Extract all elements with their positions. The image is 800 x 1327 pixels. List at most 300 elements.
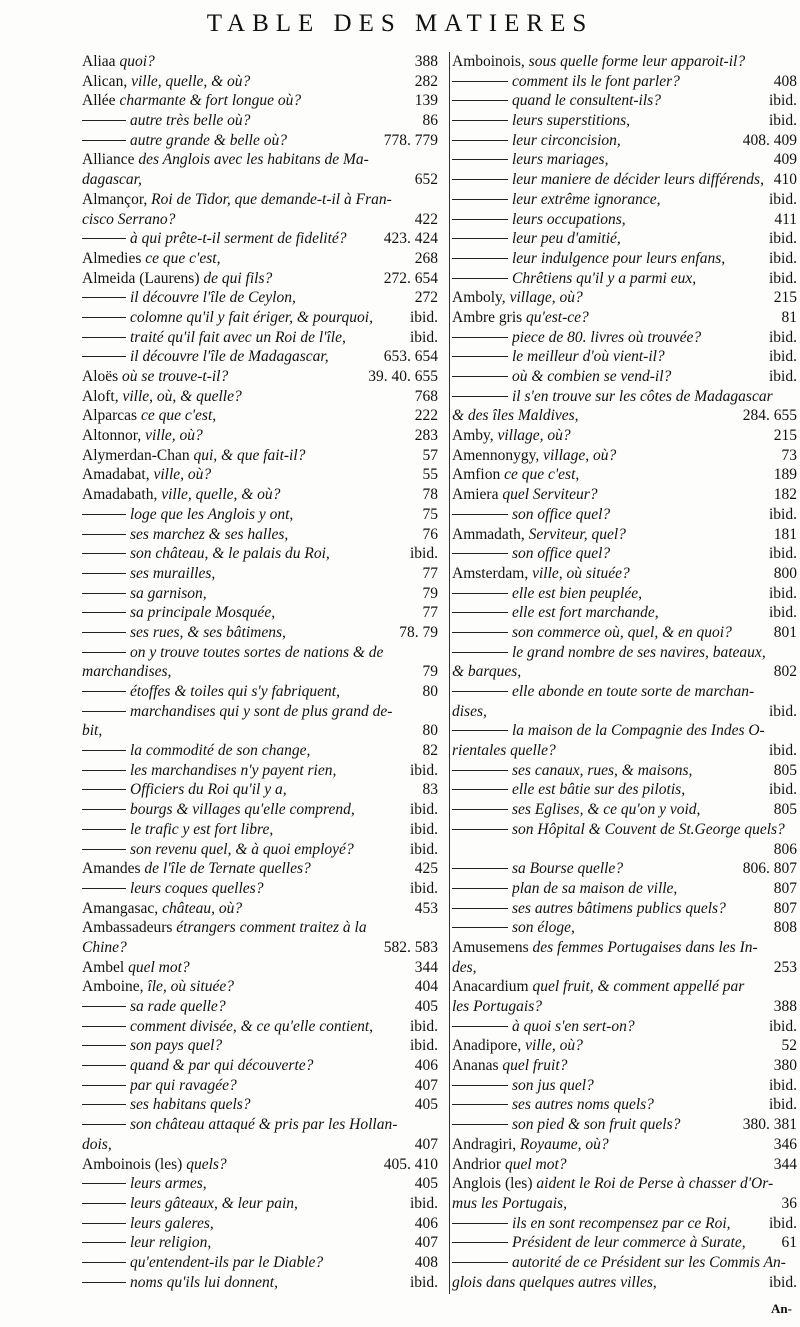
index-entry <box>82 1017 438 1037</box>
index-entry <box>82 958 438 978</box>
entry-text <box>130 997 409 1017</box>
entry-heading: Anadipore, <box>452 1037 522 1055</box>
index-entry <box>452 1253 797 1273</box>
index-entry <box>82 603 438 623</box>
entry-description: sa Bourse quelle? <box>512 860 624 878</box>
page-reference: 75 <box>422 505 438 523</box>
catchword: An- <box>771 1301 792 1316</box>
entry-text <box>452 977 791 997</box>
page-reference: 346 <box>773 1135 797 1153</box>
entry-text <box>512 918 768 938</box>
ditto-dash <box>452 238 508 239</box>
ditto-dash <box>452 179 508 180</box>
index-entry <box>452 210 797 230</box>
entry-description: elle est bâtie sur des pilotis, <box>512 781 686 799</box>
entry-description: aident le Roi de Perse à chasser d'Or- <box>536 1175 774 1193</box>
entry-description: le grand nombre de ses navires, bateaux, <box>512 643 766 661</box>
index-entry <box>452 800 797 820</box>
index-entry <box>452 446 797 466</box>
entry-description: des femmes Portugaises dans les In- <box>532 938 758 956</box>
index-entry <box>452 780 797 800</box>
entry-heading: Aliaa <box>82 53 116 70</box>
entry-description: son jus quel? <box>512 1076 594 1094</box>
entry-text <box>130 1076 409 1096</box>
entry-heading: Anacardium <box>452 978 529 996</box>
entry-text <box>130 643 432 663</box>
entry-description: les marchandises n'y payent rien, <box>130 761 337 779</box>
entry-description: ses autres noms quels? <box>512 1096 654 1114</box>
entry-description: ville, quelle, & où? <box>161 486 281 504</box>
index-entry <box>452 564 797 584</box>
entry-heading: Altonnor, <box>82 427 142 445</box>
entry-description: leurs armes, <box>130 1175 207 1193</box>
page-reference: 652 <box>414 171 438 189</box>
entry-heading: Amboinois (les) <box>82 1155 183 1173</box>
index-entry <box>82 131 438 151</box>
index-entry <box>82 840 438 860</box>
entry-text <box>130 328 404 348</box>
page-reference: ibid. <box>410 328 438 346</box>
entry-description: il découvre l'île de Madagascar, <box>130 348 329 366</box>
entry-description: quel fruit? <box>502 1057 568 1075</box>
entry-description: sa principale Mosquée, <box>130 604 276 622</box>
entry-description: marchandises qui y sont de plus grand de- <box>130 702 393 720</box>
entry-description: ses autres bâtimens publics quels? <box>512 899 726 917</box>
ditto-dash <box>452 868 508 869</box>
entry-description: leurs coques quelles? <box>130 879 264 897</box>
index-entry <box>82 584 438 604</box>
index-entry <box>82 170 438 190</box>
index-entry <box>452 544 797 564</box>
page-reference: 653. 654 <box>383 348 438 366</box>
entry-text <box>512 1076 763 1096</box>
index-entry <box>82 918 438 938</box>
index-entry <box>82 662 438 682</box>
page-reference: ibid. <box>410 545 438 563</box>
entry-text <box>130 111 417 131</box>
index-entry <box>452 958 797 978</box>
ditto-dash <box>452 120 508 121</box>
index-entry <box>452 1233 797 1253</box>
ditto-dash <box>452 1104 508 1105</box>
entry-description: ce que c'est, <box>140 407 217 425</box>
entry-text <box>130 131 378 151</box>
entry-description: ses murailles, <box>130 564 216 582</box>
entry-text <box>512 210 768 230</box>
index-entry <box>452 229 797 249</box>
entry-description: son commerce où, quel, & en quoi? <box>512 623 732 641</box>
entry-text <box>130 1095 409 1115</box>
entry-text <box>82 859 409 879</box>
index-entry <box>452 741 797 761</box>
index-entry <box>82 879 438 899</box>
index-entry <box>452 406 797 426</box>
entry-description: quand le consultent-ils? <box>512 92 661 110</box>
page-reference: 768 <box>414 387 438 405</box>
entry-text <box>512 328 763 348</box>
entry-text <box>82 249 409 269</box>
page-reference: 405 <box>414 998 438 1015</box>
entry-description: où se trouve-t-il? <box>122 368 229 385</box>
entry-description: quel Serviteur? <box>502 486 598 504</box>
entry-description: comment ils le font parler? <box>512 72 680 90</box>
entry-heading: Ambre gris <box>452 308 523 326</box>
ditto-dash <box>452 199 508 200</box>
entry-heading: Amsterdam, <box>452 564 529 582</box>
entry-text <box>130 1253 409 1273</box>
entry-text <box>82 170 409 190</box>
entry-text <box>82 387 409 407</box>
index-entry <box>452 328 797 348</box>
entry-description: quoi? <box>119 53 155 70</box>
entry-text <box>512 1017 763 1037</box>
entry-description: il découvre l'île de Ceylon, <box>130 289 296 307</box>
ditto-dash <box>82 1262 126 1263</box>
entry-text <box>130 1056 409 1076</box>
index-entry <box>452 1056 797 1076</box>
page-reference: 86 <box>422 112 438 130</box>
entry-description: où & combien se vend-il? <box>512 368 672 385</box>
ditto-dash <box>82 652 126 653</box>
ditto-dash <box>452 829 508 830</box>
entry-text <box>512 269 763 289</box>
entry-description: étoffes & toiles qui s'y fabriquent, <box>130 683 340 700</box>
entry-description: ses Eglises, & ce qu'on y void, <box>512 801 701 819</box>
index-entry <box>452 623 797 643</box>
ditto-dash <box>452 789 508 790</box>
index-entry <box>452 269 797 289</box>
page-reference: 39. 40. 655 <box>368 368 438 385</box>
page-reference: 807 <box>773 899 797 917</box>
entry-text <box>82 150 432 170</box>
entry-description: ce que c'est, <box>145 249 221 267</box>
entry-description: charmante & fort longue où? <box>119 92 302 110</box>
page-reference: 215 <box>773 289 797 307</box>
entry-description: cisco Serrano? <box>82 210 176 228</box>
page-reference: ibid. <box>410 1273 438 1291</box>
entry-description: Officiers du Roi qu'il y a, <box>130 781 287 799</box>
entry-description: autre grande & belle où? <box>130 131 287 149</box>
entry-description: comment divisée, & ce qu'elle contient, <box>130 1017 374 1035</box>
entry-text <box>130 1273 404 1293</box>
entry-text <box>130 1194 404 1214</box>
entry-text <box>130 229 378 249</box>
page-reference: 344 <box>773 1155 797 1173</box>
entry-text <box>130 544 404 564</box>
index-entry <box>452 505 797 525</box>
ditto-dash <box>452 1242 508 1243</box>
entry-description: loge que les Anglois y ont, <box>130 505 294 523</box>
ditto-dash <box>82 238 126 239</box>
index-entry <box>452 899 797 919</box>
page-reference: 408. 409 <box>742 131 797 149</box>
index-entry <box>82 288 438 308</box>
page-reference: ibid. <box>769 1096 797 1114</box>
entry-heading: Amboly, <box>452 289 506 307</box>
entry-description: des, <box>452 958 477 976</box>
entry-description: noms qu'ils lui donnent, <box>130 1273 278 1291</box>
ditto-dash <box>82 1104 126 1105</box>
page-reference: 405 <box>414 1096 438 1114</box>
ditto-dash <box>82 888 126 889</box>
entry-heading: Amangasac, <box>82 899 159 917</box>
page-reference: 453 <box>414 899 438 917</box>
entry-heading: Almeida (Laurens) <box>82 269 200 287</box>
entry-text <box>82 977 409 997</box>
entry-description: Roi de Tidor, que demande-t-il à Fran- <box>151 190 392 208</box>
page-reference: 78 <box>422 486 438 504</box>
page-reference: ibid. <box>769 1076 797 1094</box>
entry-text <box>82 190 432 210</box>
page-reference: 406 <box>414 1057 438 1075</box>
index-entry <box>452 662 797 682</box>
index-entry <box>82 997 438 1017</box>
entry-text <box>512 800 768 820</box>
entry-description: ses rues, & ses bâtimens, <box>130 623 286 641</box>
entry-description: elle abonde en toute sorte de marchan- <box>512 683 755 700</box>
ditto-dash <box>452 1262 508 1263</box>
entry-description: son pays quel? <box>130 1037 223 1055</box>
entry-text <box>512 170 768 190</box>
ditto-dash <box>82 612 126 613</box>
page-reference: 79 <box>422 663 438 681</box>
entry-description: quels? <box>186 1155 227 1173</box>
entry-description: son pied & son fruit quels? <box>512 1116 681 1134</box>
entry-description: Président de leur commerce à Surate, <box>512 1234 746 1252</box>
page-reference: 388 <box>414 53 438 70</box>
entry-description: qu'entendent-ils par le Diable? <box>130 1253 324 1271</box>
ditto-dash <box>82 1203 126 1204</box>
index-entry <box>82 1115 438 1135</box>
page-reference: 778. 779 <box>383 131 438 149</box>
index-entry <box>452 721 797 741</box>
entry-description: ville, où? <box>525 1037 583 1055</box>
index-entry <box>82 91 438 111</box>
entry-text <box>512 682 791 702</box>
index-entry <box>452 1155 797 1175</box>
entry-text <box>512 544 763 564</box>
ditto-dash <box>452 1124 508 1125</box>
entry-description: leur circoncision, <box>512 131 621 149</box>
page-reference: 61 <box>781 1234 797 1252</box>
entry-description: de qui fils? <box>203 269 273 287</box>
entry-description: son éloge, <box>512 919 575 937</box>
page-reference: ibid. <box>769 781 797 799</box>
entry-text <box>130 308 404 328</box>
entry-description: étrangers comment traitez à la <box>176 919 367 937</box>
entry-text <box>452 52 791 72</box>
page-reference: 380 <box>773 1057 797 1075</box>
entry-text <box>130 1174 409 1194</box>
entry-description: dois, <box>82 1135 112 1153</box>
index-entry <box>452 288 797 308</box>
page-reference: 408 <box>414 1253 438 1271</box>
index-entry <box>452 308 797 328</box>
ditto-dash <box>82 1006 126 1007</box>
ditto-dash <box>452 140 508 141</box>
ditto-dash <box>82 140 126 141</box>
entry-description: le meilleur d'où vient-il? <box>512 348 665 366</box>
page-title: TABLE DES MATIERES <box>206 10 594 37</box>
index-entry <box>82 387 438 407</box>
page-reference: 36 <box>781 1194 797 1212</box>
entry-text <box>452 1056 768 1076</box>
index-entry <box>82 977 438 997</box>
entry-text <box>82 918 432 938</box>
entry-heading: Alparcas <box>82 407 138 425</box>
index-entry <box>82 820 438 840</box>
index-entry <box>82 1076 438 1096</box>
index-entry <box>82 229 438 249</box>
entry-text <box>512 367 763 387</box>
entry-heading: Allée <box>82 92 116 110</box>
page-reference: 404 <box>414 978 438 996</box>
ditto-dash <box>452 691 508 692</box>
entry-description: leurs mariages, <box>512 151 609 169</box>
page-reference: ibid. <box>769 604 797 622</box>
index-entry <box>452 1194 797 1214</box>
page-reference: 425 <box>414 860 438 878</box>
entry-heading: Amadabath, <box>82 486 158 504</box>
entry-heading: Amusemens <box>452 938 529 956</box>
index-entry <box>82 1194 438 1214</box>
entry-description: piece de 80. livres où trouvée? <box>512 328 702 346</box>
entry-text <box>130 761 404 781</box>
entry-heading: Andragiri, <box>452 1135 517 1153</box>
index-entry <box>452 1115 797 1135</box>
page-reference: 272 <box>414 289 438 307</box>
page-reference: 77 <box>422 604 438 622</box>
index-entry <box>82 249 438 269</box>
index-entry <box>82 446 438 466</box>
entry-text <box>452 1194 776 1214</box>
ditto-dash <box>452 908 508 909</box>
ditto-dash <box>82 337 126 338</box>
page-reference: 407 <box>414 1076 438 1094</box>
entry-description: leur indulgence pour leurs enfans, <box>512 249 726 267</box>
entry-text <box>82 91 409 111</box>
entry-text <box>82 938 378 958</box>
ditto-dash <box>452 1085 508 1086</box>
entry-text <box>130 347 378 367</box>
page-reference: ibid. <box>769 702 797 720</box>
index-entry <box>452 997 797 1017</box>
page-reference: 272. 654 <box>383 269 438 287</box>
entry-description: ce que c'est, <box>504 466 580 484</box>
column-divider <box>449 52 450 1294</box>
entry-text <box>452 1155 768 1175</box>
entry-heading: Almançor, <box>82 190 148 208</box>
entry-description: ses habitans quels? <box>130 1096 251 1114</box>
page-reference: 139 <box>414 92 438 110</box>
entry-text <box>512 229 763 249</box>
page-reference: ibid. <box>769 190 797 208</box>
page-reference: 805 <box>773 761 797 779</box>
entry-description: île, où située? <box>147 978 234 996</box>
index-entry <box>452 387 797 407</box>
entry-text <box>512 131 737 151</box>
ditto-dash <box>452 612 508 613</box>
entry-text <box>130 564 417 584</box>
index-entry <box>452 525 797 545</box>
page-reference: 405 <box>414 1175 438 1193</box>
ditto-dash <box>452 809 508 810</box>
entry-description: traité qu'il fait avec un Roi de l'île, <box>130 328 346 346</box>
page-reference: 808 <box>773 919 797 937</box>
page-reference: 407 <box>414 1234 438 1252</box>
index-entry <box>82 111 438 131</box>
entry-description: son revenu quel, & à quoi employé? <box>130 840 354 858</box>
index-entry <box>82 1095 438 1115</box>
entry-heading: Amandes <box>82 860 141 878</box>
index-entry <box>82 1214 438 1234</box>
ditto-dash <box>82 1242 126 1243</box>
index-entry <box>452 111 797 131</box>
entry-text <box>130 1017 404 1037</box>
index-entry <box>452 170 797 190</box>
index-entry <box>82 761 438 781</box>
entry-text <box>452 288 768 308</box>
index-entry <box>452 879 797 899</box>
entry-description: son office quel? <box>512 505 611 523</box>
page-reference: ibid. <box>769 112 797 130</box>
entry-description: sa rade quelle? <box>130 998 226 1015</box>
entry-text <box>452 1273 763 1293</box>
entry-heading: Ananas <box>452 1057 499 1075</box>
entry-heading: Aloft, <box>82 387 119 405</box>
entry-text <box>452 308 776 328</box>
page-reference: ibid. <box>410 840 438 858</box>
index-entry <box>452 918 797 938</box>
index-entry <box>452 1095 797 1115</box>
page-reference: ibid. <box>769 1214 797 1232</box>
index-entry <box>452 761 797 781</box>
entry-heading: Almedies <box>82 249 142 267</box>
entry-text <box>452 1174 791 1194</box>
index-entry <box>82 1155 438 1175</box>
entry-description: autorité de ce Président sur les Commis An- <box>512 1253 786 1271</box>
entry-description: dagascar, <box>82 171 142 189</box>
index-entry <box>82 741 438 761</box>
entry-text <box>452 465 768 485</box>
entry-text <box>130 800 404 820</box>
entry-text <box>512 721 791 741</box>
ditto-dash <box>82 573 126 574</box>
ditto-dash <box>82 770 126 771</box>
ditto-dash <box>452 376 508 377</box>
entry-description: son château attaqué & pris par les Hollan- <box>130 1116 398 1134</box>
page-reference: 344 <box>414 958 438 976</box>
page-reference: 801 <box>773 623 797 641</box>
ditto-dash <box>452 100 508 101</box>
index-entry <box>82 150 438 170</box>
page-reference: 409 <box>773 151 797 169</box>
index-entry <box>82 702 438 722</box>
entry-description: quel mot? <box>504 1155 567 1173</box>
page-reference: ibid. <box>769 1017 797 1035</box>
entry-text <box>512 584 763 604</box>
ditto-dash <box>82 1026 126 1027</box>
index-entry <box>82 328 438 348</box>
page-reference: ibid. <box>769 269 797 287</box>
entry-description: plan de sa maison de ville, <box>512 879 678 897</box>
index-entry <box>452 72 797 92</box>
entry-text <box>452 702 763 722</box>
entry-description: mus les Portugais, <box>452 1194 567 1212</box>
index-entry <box>452 702 797 722</box>
entry-text <box>82 1155 378 1175</box>
entry-description: il s'en trouve sur les côtes de Madagascar <box>512 387 773 405</box>
